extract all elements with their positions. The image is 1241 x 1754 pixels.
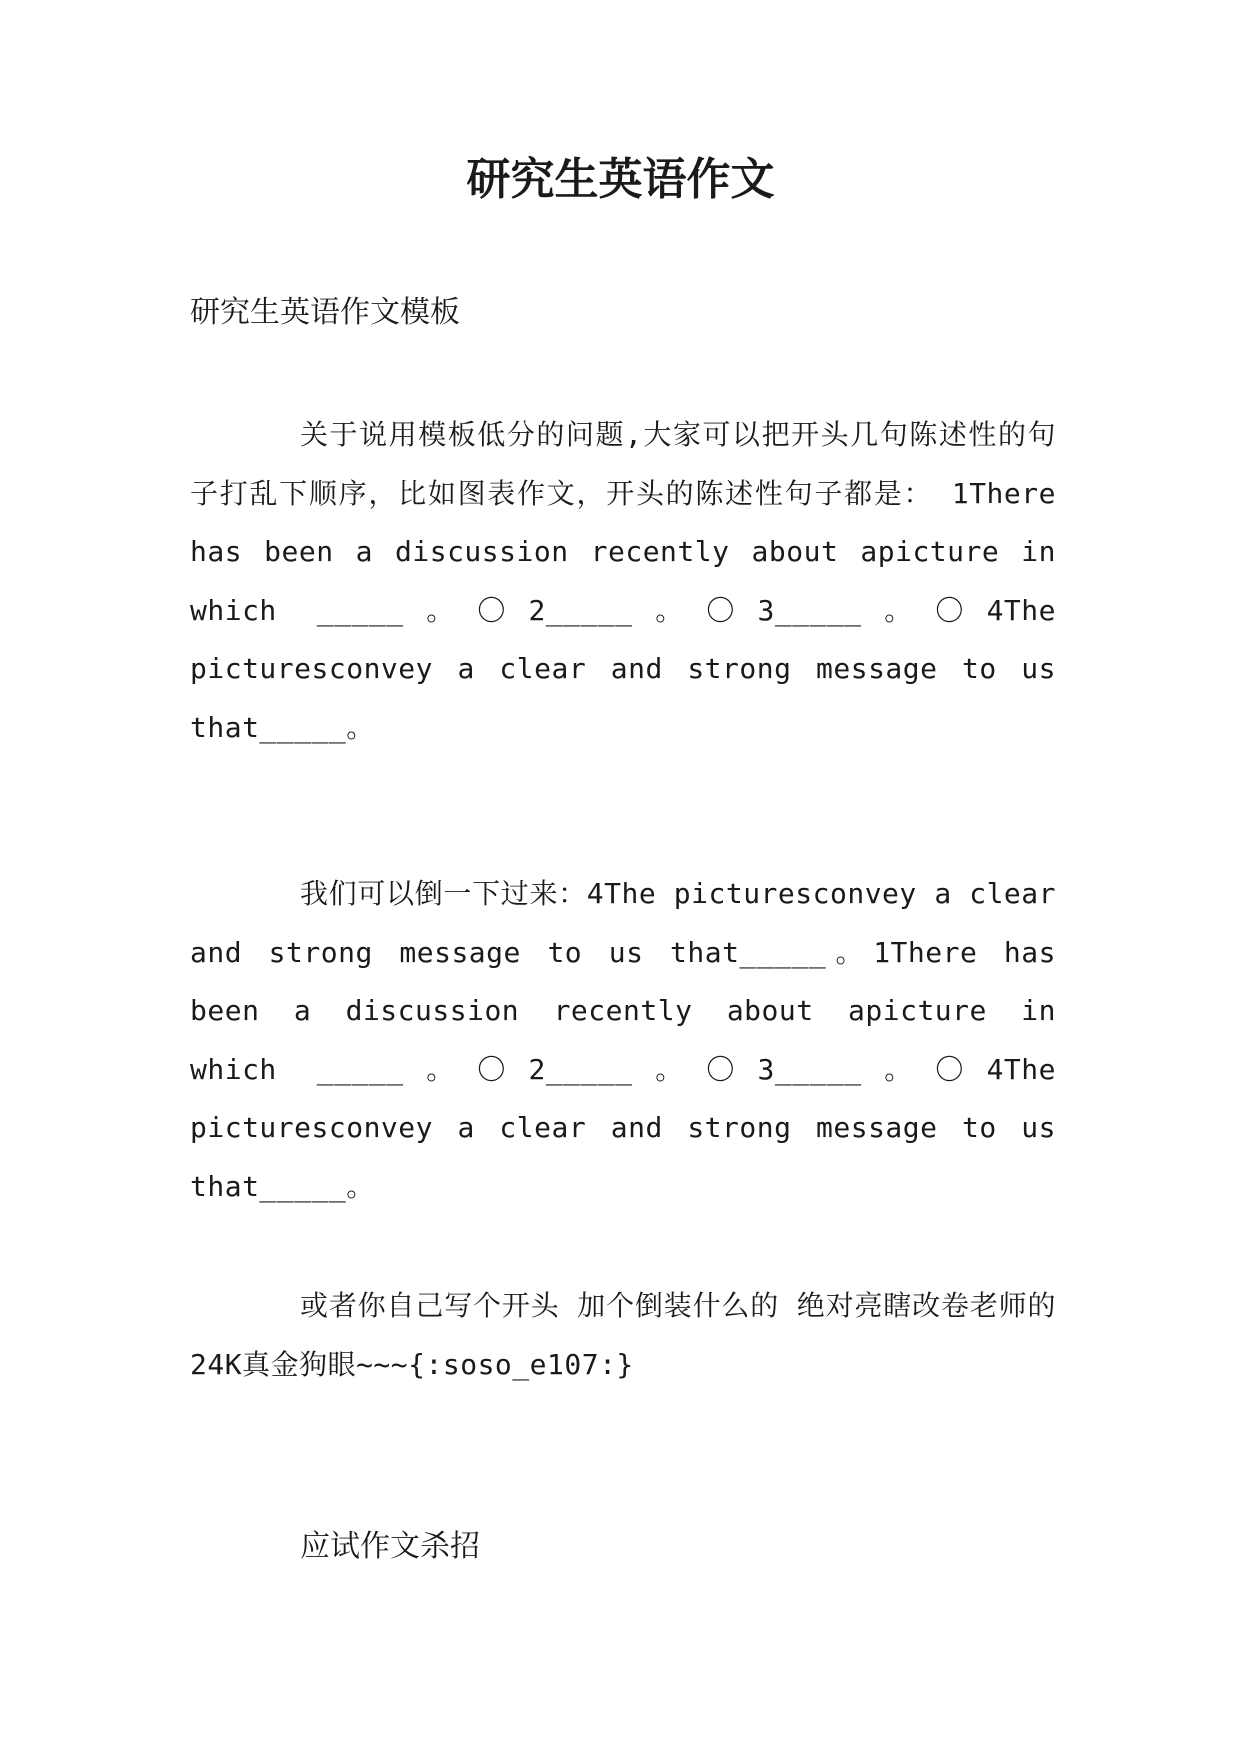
section-heading: 应试作文杀招 — [300, 1529, 480, 1564]
document-title: 研究生英语作文 — [466, 154, 775, 205]
paragraph-3: 或者你自己写个开头 加个倒装什么的 绝对亮瞎改卷老师的24K真金狗眼~~~{:soso_e107:} — [190, 1289, 1056, 1381]
document-subtitle: 研究生英语作文模板 — [190, 295, 460, 330]
paragraph-1: 关于说用模板低分的问题,大家可以把开头几句陈述性的句子打乱下顺序，比如图表作文，开头的陈述性句子都是： 1There has been a discussion recently about apicture in which _____。〇2_____。〇3_____。〇4The picturesconvey a clear and strong message to us that_____。 — [190, 418, 1056, 744]
paragraph-2: 我们可以倒一下过来：4The picturesconvey a clear and strong message to us that_____。1There has been a discussion recently about apicture in which _____。〇2_____。〇3_____。〇4The picturesconvey a clear and strong message to us that_____。 — [190, 877, 1056, 1203]
